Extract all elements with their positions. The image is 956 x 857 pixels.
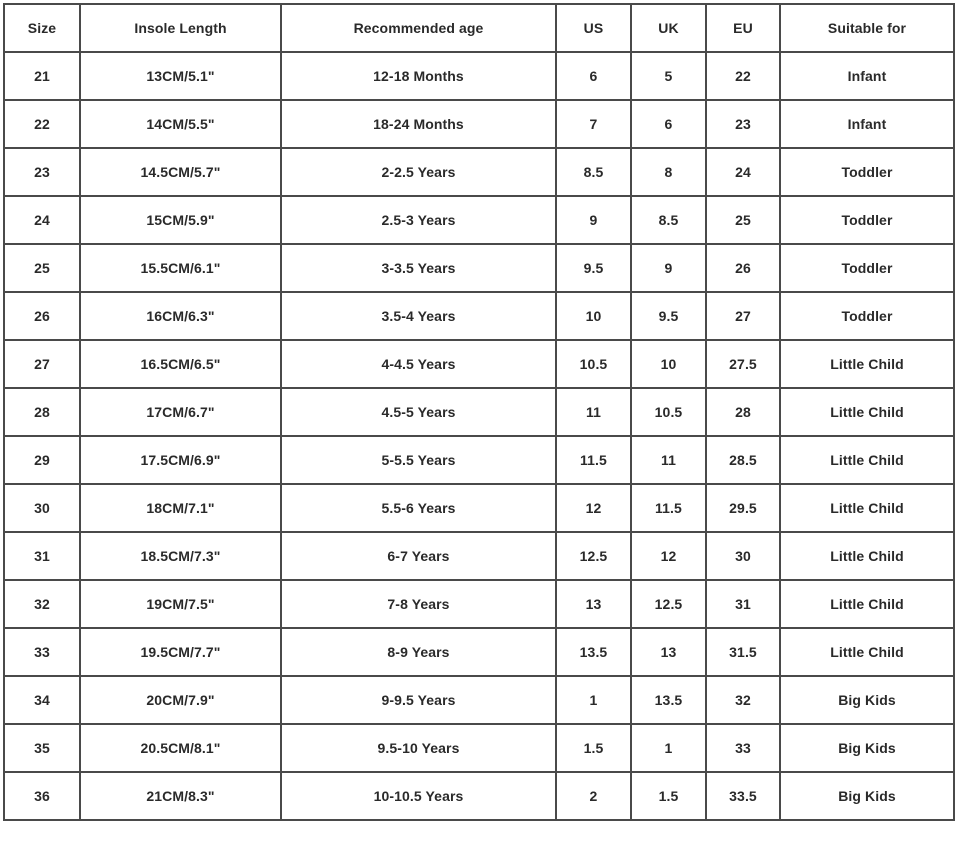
cell-us: 6 [556,52,631,100]
cell-suitable-for: Toddler [780,292,954,340]
cell-us: 11 [556,388,631,436]
cell-recommended-age: 5-5.5 Years [281,436,556,484]
cell-uk: 1.5 [631,772,706,820]
cell-eu: 33.5 [706,772,780,820]
cell-eu: 27.5 [706,340,780,388]
cell-recommended-age: 4.5-5 Years [281,388,556,436]
cell-eu: 24 [706,148,780,196]
table-row [4,148,954,196]
cell-uk: 11.5 [631,484,706,532]
cell-us: 10 [556,292,631,340]
cell-recommended-age: 8-9 Years [281,628,556,676]
cell-recommended-age: 6-7 Years [281,532,556,580]
cell-suitable-for: Toddler [780,196,954,244]
cell-insole-length: 16CM/6.3" [80,292,281,340]
cell-uk: 8 [631,148,706,196]
cell-size: 30 [4,484,80,532]
table-row [4,628,954,676]
cell-insole-length: 18.5CM/7.3" [80,532,281,580]
cell-recommended-age: 18-24 Months [281,100,556,148]
cell-us: 9.5 [556,244,631,292]
cell-eu: 31.5 [706,628,780,676]
cell-eu: 26 [706,244,780,292]
cell-recommended-age: 2-2.5 Years [281,148,556,196]
cell-insole-length: 17CM/6.7" [80,388,281,436]
cell-uk: 9 [631,244,706,292]
cell-eu: 33 [706,724,780,772]
table-row [4,724,954,772]
cell-us: 10.5 [556,340,631,388]
cell-size: 21 [4,52,80,100]
cell-suitable-for: Little Child [780,532,954,580]
cell-eu: 22 [706,52,780,100]
cell-suitable-for: Big Kids [780,724,954,772]
cell-suitable-for: Infant [780,100,954,148]
cell-suitable-for: Little Child [780,628,954,676]
cell-uk: 1 [631,724,706,772]
cell-eu: 31 [706,580,780,628]
cell-suitable-for: Little Child [780,340,954,388]
cell-insole-length: 17.5CM/6.9" [80,436,281,484]
table-row [4,676,954,724]
table-row [4,772,954,820]
header-insole-length: Insole Length [80,4,281,52]
table-row [4,340,954,388]
cell-eu: 25 [706,196,780,244]
cell-uk: 11 [631,436,706,484]
cell-insole-length: 19CM/7.5" [80,580,281,628]
cell-suitable-for: Toddler [780,148,954,196]
cell-suitable-for: Big Kids [780,676,954,724]
cell-us: 1 [556,676,631,724]
cell-eu: 32 [706,676,780,724]
cell-size: 29 [4,436,80,484]
cell-eu: 23 [706,100,780,148]
cell-uk: 12 [631,532,706,580]
cell-insole-length: 14.5CM/5.7" [80,148,281,196]
table-row [4,580,954,628]
cell-size: 34 [4,676,80,724]
cell-us: 13.5 [556,628,631,676]
header-recommended-age: Recommended age [281,4,556,52]
cell-us: 11.5 [556,436,631,484]
cell-eu: 29.5 [706,484,780,532]
cell-eu: 28.5 [706,436,780,484]
cell-size: 32 [4,580,80,628]
header-us: US [556,4,631,52]
header-size: Size [4,4,80,52]
cell-insole-length: 18CM/7.1" [80,484,281,532]
cell-suitable-for: Big Kids [780,772,954,820]
cell-suitable-for: Infant [780,52,954,100]
table-row [4,532,954,580]
cell-suitable-for: Little Child [780,388,954,436]
cell-us: 2 [556,772,631,820]
cell-recommended-age: 10-10.5 Years [281,772,556,820]
cell-suitable-for: Little Child [780,436,954,484]
cell-uk: 6 [631,100,706,148]
cell-uk: 13.5 [631,676,706,724]
table-row [4,196,954,244]
cell-size: 33 [4,628,80,676]
cell-us: 7 [556,100,631,148]
cell-uk: 8.5 [631,196,706,244]
table-row [4,484,954,532]
cell-recommended-age: 4-4.5 Years [281,340,556,388]
cell-size: 24 [4,196,80,244]
cell-us: 12.5 [556,532,631,580]
cell-eu: 28 [706,388,780,436]
table-row [4,52,954,100]
cell-suitable-for: Little Child [780,580,954,628]
cell-size: 23 [4,148,80,196]
cell-suitable-for: Toddler [780,244,954,292]
cell-insole-length: 13CM/5.1" [80,52,281,100]
cell-size: 25 [4,244,80,292]
cell-us: 12 [556,484,631,532]
header-eu: EU [706,4,780,52]
cell-us: 1.5 [556,724,631,772]
cell-uk: 9.5 [631,292,706,340]
cell-size: 22 [4,100,80,148]
cell-insole-length: 16.5CM/6.5" [80,340,281,388]
cell-recommended-age: 3.5-4 Years [281,292,556,340]
cell-us: 8.5 [556,148,631,196]
cell-recommended-age: 9.5-10 Years [281,724,556,772]
cell-size: 36 [4,772,80,820]
table-body [4,52,954,820]
cell-insole-length: 20.5CM/8.1" [80,724,281,772]
cell-insole-length: 15CM/5.9" [80,196,281,244]
cell-uk: 10 [631,340,706,388]
cell-uk: 12.5 [631,580,706,628]
cell-us: 9 [556,196,631,244]
table-row [4,388,954,436]
cell-recommended-age: 7-8 Years [281,580,556,628]
cell-size: 31 [4,532,80,580]
header-uk: UK [631,4,706,52]
header-suitable-for: Suitable for [780,4,954,52]
cell-uk: 5 [631,52,706,100]
cell-insole-length: 14CM/5.5" [80,100,281,148]
cell-us: 13 [556,580,631,628]
cell-insole-length: 15.5CM/6.1" [80,244,281,292]
cell-eu: 30 [706,532,780,580]
table-row [4,100,954,148]
table-row [4,244,954,292]
cell-eu: 27 [706,292,780,340]
cell-recommended-age: 5.5-6 Years [281,484,556,532]
cell-recommended-age: 9-9.5 Years [281,676,556,724]
cell-size: 27 [4,340,80,388]
cell-recommended-age: 3-3.5 Years [281,244,556,292]
cell-size: 26 [4,292,80,340]
cell-recommended-age: 12-18 Months [281,52,556,100]
size-chart-container [3,3,953,821]
cell-uk: 10.5 [631,388,706,436]
cell-insole-length: 19.5CM/7.7" [80,628,281,676]
size-chart-table [3,3,955,821]
cell-suitable-for: Little Child [780,484,954,532]
cell-uk: 13 [631,628,706,676]
cell-size: 28 [4,388,80,436]
cell-recommended-age: 2.5-3 Years [281,196,556,244]
header-row [4,4,954,52]
table-row [4,292,954,340]
cell-size: 35 [4,724,80,772]
table-row [4,436,954,484]
cell-insole-length: 20CM/7.9" [80,676,281,724]
cell-insole-length: 21CM/8.3" [80,772,281,820]
